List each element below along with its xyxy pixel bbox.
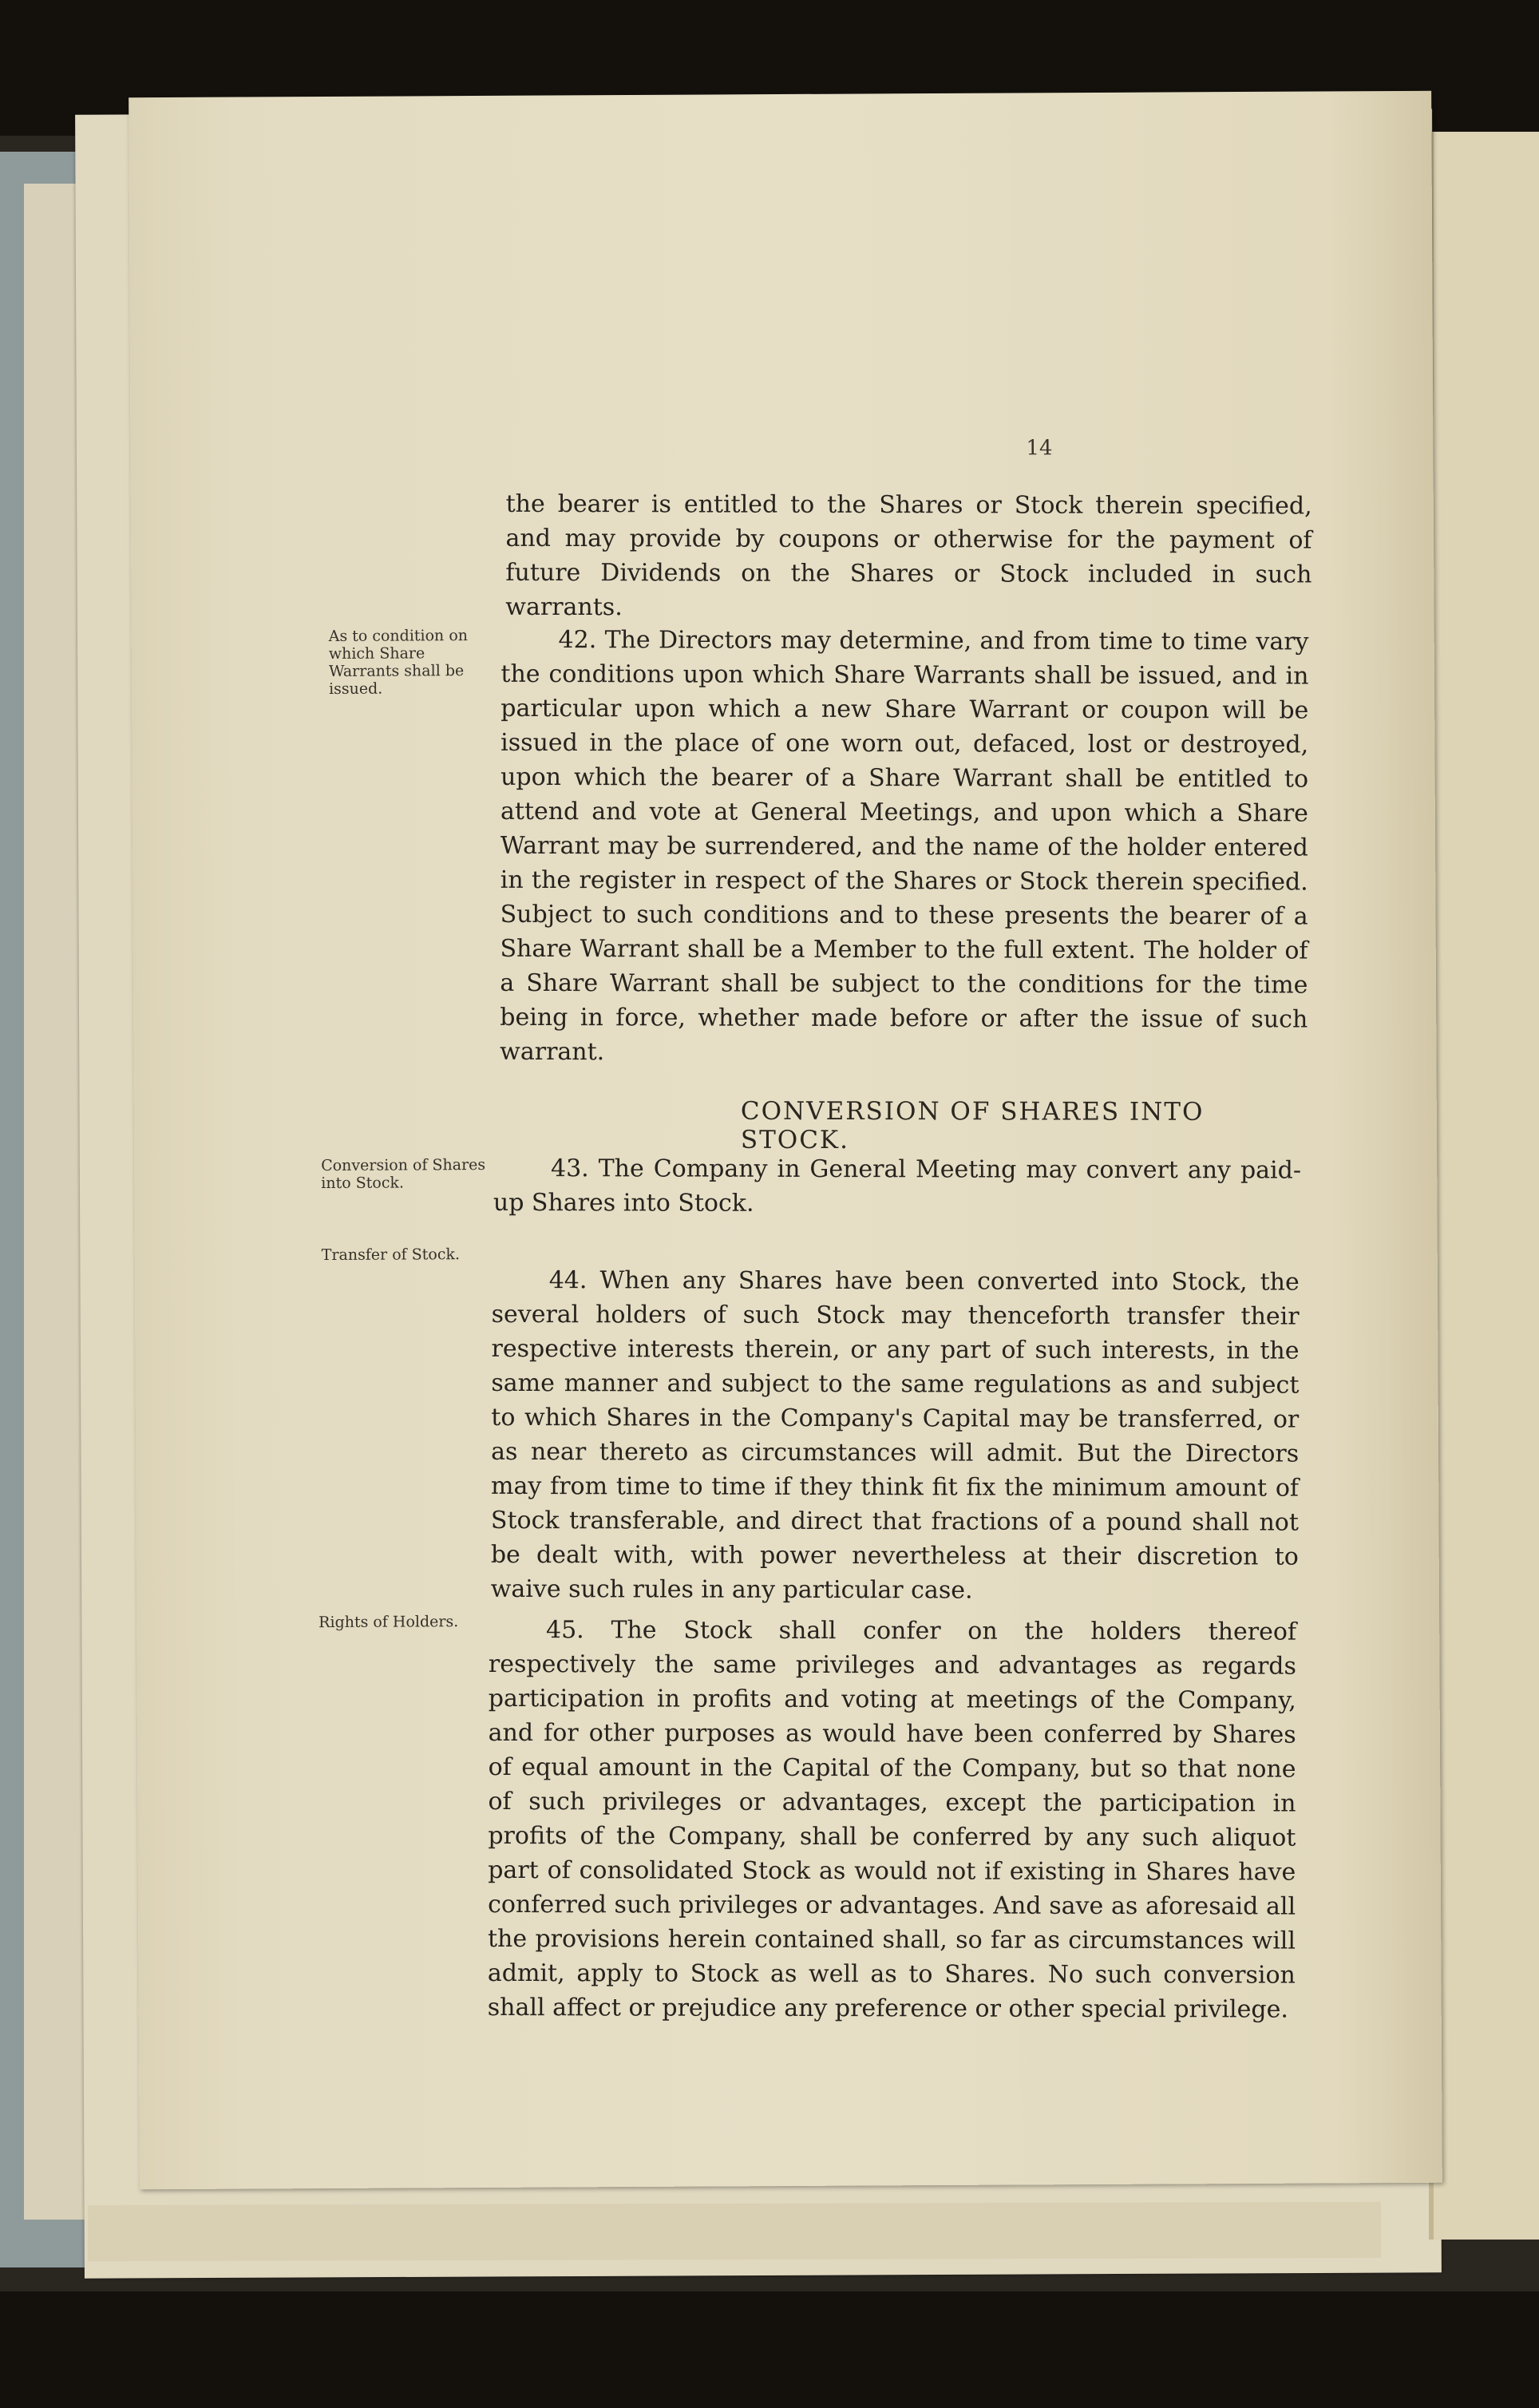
- section-heading: CONVERSION OF SHARES INTO STOCK.: [740, 1096, 1205, 1155]
- article-number: 44.: [548, 1266, 588, 1295]
- continuation-paragraph: the bearer is entitled to the Shares or Stock therein specified, and may provide by coupons or otherwise for the payment of future Dividends on the Shares or Stock included in such warrants.: [505, 489, 1312, 622]
- page-number: 14: [1026, 436, 1053, 461]
- article-44: [491, 1263, 1300, 1609]
- article-text: The Company in General Meeting may convert any paid-up Shares into Stock.: [493, 1154, 1302, 1218]
- article-number: 43.: [550, 1154, 589, 1183]
- facing-page-edge: [1429, 132, 1539, 2240]
- margin-note-article-44: Transfer of Stock.: [321, 1246, 461, 1265]
- article-number: 45.: [545, 1616, 584, 1645]
- margin-note-article-43: Conversion of Shares into Stock.: [321, 1155, 486, 1193]
- page-bottom-edges: [88, 2202, 1381, 2261]
- document-page: [129, 91, 1442, 2190]
- margin-note-article-45: Rights of Holders.: [318, 1613, 459, 1632]
- article-number: 42.: [558, 626, 597, 655]
- article-45: [488, 1613, 1296, 2027]
- margin-note-article-42: As to condition on which Share Warrants shall be issued.: [328, 627, 469, 698]
- article-43: [493, 1151, 1301, 1222]
- article-text: The Stock shall confer on the holders thereof respectively the same privileges and advantages as regards participation in profits and voting at meetings of the Company, and for other purposes as would have been conferred by Shares of equal amount in the Capital of the Company, but so that none of such privileges or advantages, except the participation in profits of the Company, shall be conferred by any such aliquot part of consolidated Stock as would not if existing in Shares have conferred such privileges or advantages. And save as aforesaid all the provisions herein contained shall, so far as circumstances will admit, apply to Stock as well as to Shares. No such conversion shall affect or prejudice any preference or other special privilege.: [487, 1616, 1297, 2024]
- article-text: When any Shares have been converted into Stock, the several holders of such Stock may thenceforth transfer their respective interests therein, or any part of such interests, in the same manner and subject to the same regulations as and subject to which Shares in the Company's Capital may be transferred, or as near thereto as circumstances will admit. But the Directors may from time to time if they think fit fix the minimum amount of Stock transferable, and direct that fractions of a pound shall not be dealt with, with power nevertheless at their discretion to waive such rules in any particular case.: [490, 1266, 1300, 1605]
- article-text: The Directors may determine, and from time to time vary the conditions upon which Share Warrants shall be issued, and in particular upon which a new Share Warrant or coupon will be issued in the place of one worn out, defaced, lost or destroyed, upon which the bearer of a Share Warrant shall be entitled to attend and vote at General Meetings, and upon which a Share Warrant may be surrendered, and the name of the holder entered in the register in respect of the Shares or Stock therein specified. Subject to such conditions and to these presents the bearer of a Share Warrant shall be a Member to the full extent. The holder of a Share Warrant shall be subject to the conditions for the time being in force, whether made before or after the issue of such warrant.: [500, 626, 1309, 1067]
- article-42: [500, 623, 1308, 1071]
